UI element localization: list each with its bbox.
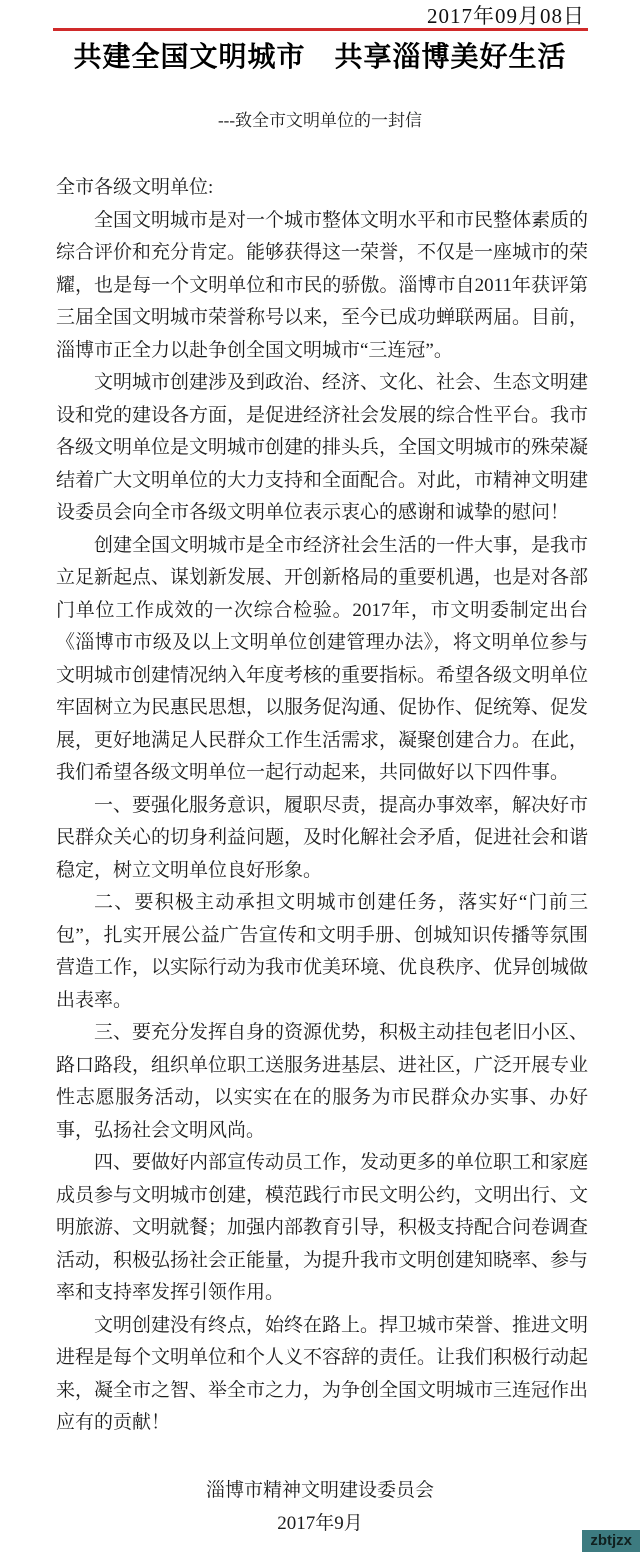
salutation: 全市各级文明单位: xyxy=(56,177,214,198)
header-divider-rule xyxy=(53,28,588,31)
publish-date: 2017年09月08日 xyxy=(427,4,585,28)
paragraph-6-item-three: 三、要充分发挥自身的资源优势，积极主动挂包老旧小区、路口路段，组织单位职工送服务进基层、进社区，广泛开展专业性志愿服务活动，以实实在在的服务为市民群众办实事、办好事，弘扬社会文明风尚。 xyxy=(56,1022,589,1141)
signature-block xyxy=(0,1474,640,1540)
signature-date: 2017年9月 xyxy=(277,1513,363,1534)
paragraph-2: 文明城市创建涉及到政治、经济、文化、社会、生态文明建设和党的建设各方面，是促进经济社会发展的综合性平台。我市各级文明单位是文明城市创建的排头兵，全国文明城市的殊荣凝结着广大文明单位的大力支持和全面配合。对此，市精神文明建设委员会向全市各级文明单位表示衷心的感谢和诚挚的慰问！ xyxy=(56,372,589,523)
paragraph-3: 创建全国文明城市是全市经济社会生活的一件大事，是我市立足新起点、谋划新发展、开创新格局的重要机遇，也是对各部门单位工作成效的一次综合检验。2017年，市文明委制定出台《淄博市市级及以上文明单位创建管理办法》，将文明单位参与文明城市创建情况纳入年度考核的重要指标。希望各级文明单位牢固树立为民惠民思想，以服务促沟通、促协作、促统筹、促发展，更好地满足人民群众工作生活需求，凝聚创建合力。在此，我们希望各级文明单位一起行动起来，共同做好以下四件事。 xyxy=(56,534,589,783)
paragraph-8-closing: 文明创建没有终点，始终在路上。捍卫城市荣誉、推进文明进程是每个文明单位和个人义不容辞的责任。让我们积极行动起来，凝全市之智、举全市之力，为争创全国文明城市三连冠作出应有的贡献！ xyxy=(56,1314,589,1433)
paragraph-4-item-one: 一、要强化服务意识，履职尽责，提高办事效率，解决好市民群众关心的切身利益问题，及时化解社会矛盾，促进社会和谐稳定，树立文明单位良好形象。 xyxy=(56,794,589,881)
paragraph-1: 全国文明城市是对一个城市整体文明水平和市民整体素质的综合评价和充分肯定。能够获得这一荣誉，不仅是一座城市的荣耀，也是每一个文明单位和市民的骄傲。淄博市自2011年获评第三届全国文明城市荣誉称号以来，至今已成功蝉联两届。目前，淄博市正全力以赴争创全国文明城市“三连冠”。 xyxy=(56,209,589,361)
letter-body xyxy=(56,172,588,1440)
page-title: 共建全国文明城市 共享淄博美好生活 xyxy=(73,42,567,73)
paragraph-7-item-four: 四、要做好内部宣传动员工作，发动更多的单位职工和家庭成员参与文明城市创建，模范践行市民文明公约，文明出行、文明旅游、文明就餐；加强内部教育引导，积极支持配合问卷调查活动，积极弘扬社会正能量，为提升我市文明创建知晓率、参与率和支持率发挥引领作用。 xyxy=(56,1152,589,1303)
page-subtitle: ---致全市文明单位的一封信 xyxy=(218,111,422,130)
paragraph-5-item-two: 二、要积极主动承担文明城市创建任务，落实好“门前三包”，扎实开展公益广告宣传和文明手册、创城知识传播等氛围营造工作，以实际行动为我市优美环境、优良秩序、优异创城做出表率。 xyxy=(56,892,589,1011)
signature-org: 淄博市精神文明建设委员会 xyxy=(205,1480,434,1501)
watermark-badge: zbtjzx xyxy=(582,1530,640,1552)
